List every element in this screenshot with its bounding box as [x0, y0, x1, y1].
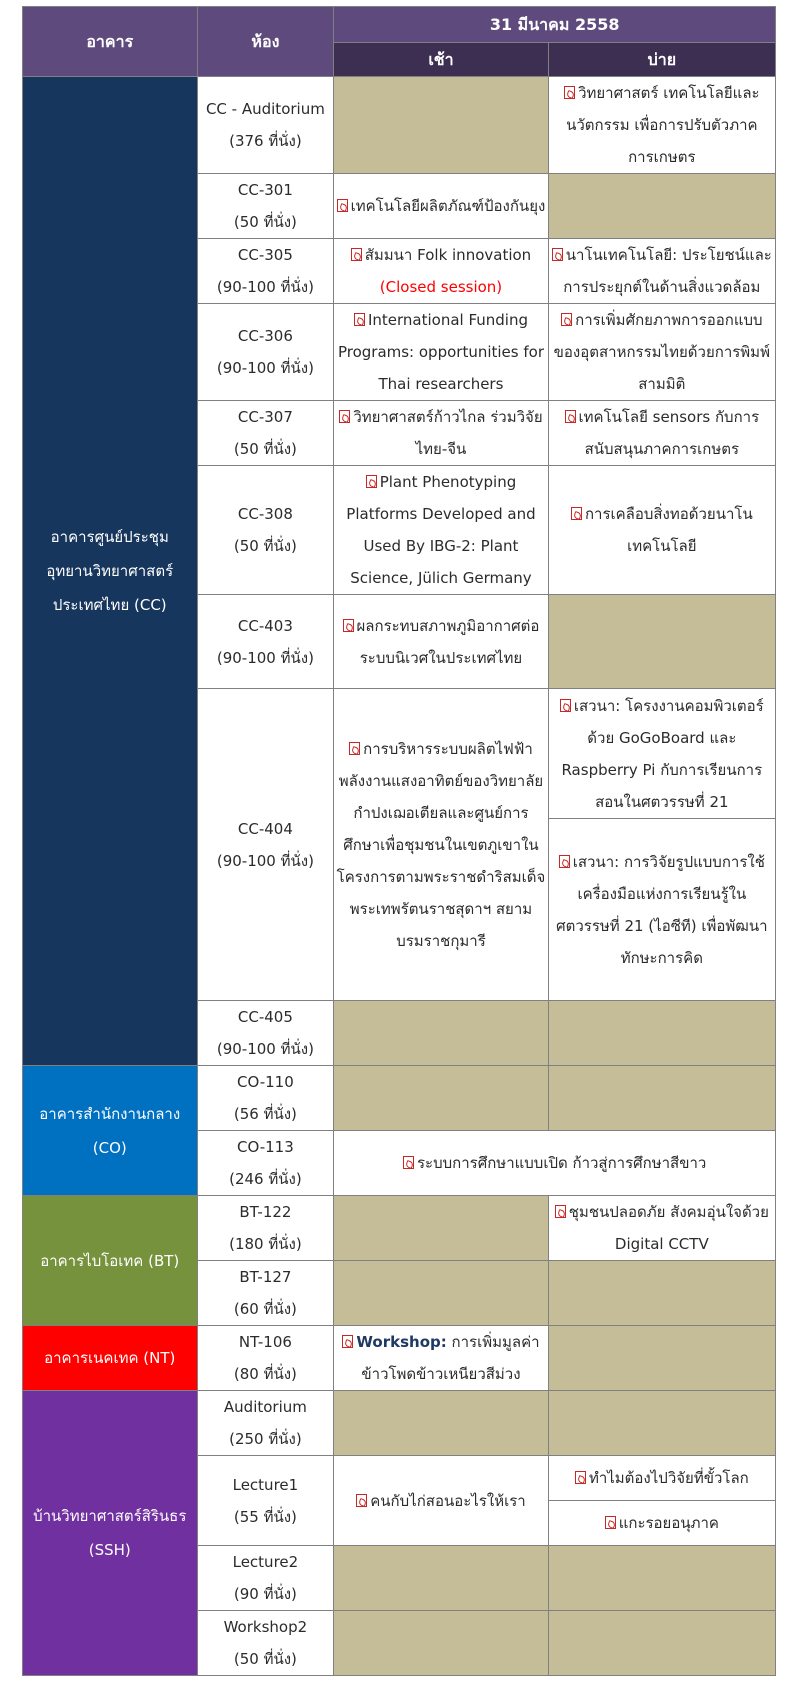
pdf-icon [564, 86, 575, 99]
room-cc-307 [197, 401, 334, 466]
session-cell [548, 466, 775, 595]
session-link[interactable]: แกะรอยอนุภาค [605, 1514, 719, 1532]
session-cell [548, 239, 775, 304]
room-name: CC-308 [237, 505, 293, 523]
room-capacity: (50 ที่นั่ง) [233, 537, 297, 555]
empty-slot [548, 595, 775, 689]
pdf-icon [343, 619, 354, 632]
session-cell [334, 595, 548, 689]
room-co-110 [197, 1066, 334, 1131]
pdf-icon [337, 199, 348, 212]
room-capacity: (90-100 ที่นั่ง) [216, 851, 314, 870]
header-building: อาคาร [23, 7, 198, 77]
workshop-label: Workshop: [356, 1333, 447, 1351]
pdf-icon [561, 313, 572, 326]
room-capacity: (60 ที่นั่ง) [233, 1300, 297, 1318]
session-cell [548, 689, 775, 819]
session-link[interactable]: Workshop: การเพิ่มมูลค่าข้าวโพดข้าวเหนียวสีม่วง [342, 1333, 539, 1383]
room-cc-301 [197, 174, 334, 239]
pdf-icon [560, 699, 571, 712]
room-bt-127 [197, 1261, 334, 1326]
pdf-icon [575, 1471, 586, 1484]
empty-slot [334, 1261, 548, 1326]
empty-slot [334, 1196, 548, 1261]
session-cell [334, 401, 548, 466]
session-cell [334, 1326, 548, 1391]
room-name: CC-307 [237, 408, 293, 426]
room-ssh-auditorium [197, 1391, 334, 1456]
session-link[interactable]: ระบบการศึกษาแบบเปิด ก้าวสู่การศึกษาสีขาว [403, 1154, 706, 1172]
room-name: CC-306 [237, 327, 293, 345]
session-cell [548, 1196, 775, 1261]
session-cell [548, 1456, 775, 1501]
empty-slot [334, 1391, 548, 1456]
session-cell [548, 304, 775, 401]
session-cell [548, 77, 775, 174]
empty-slot [548, 174, 775, 239]
building-ssh: บ้านวิทยาศาสตร์สิรินธร (SSH) [23, 1391, 198, 1676]
session-cell [548, 1501, 775, 1546]
pdf-icon [356, 1494, 367, 1507]
session-link[interactable]: การบริหารระบบผลิตไฟฟ้าพลังงานแสงอาทิตย์ของวิทยาลัยกำปงเฌอเตียลและศูนย์การศึกษาเพื่อชุมชนในเขตภูเขาในโครงการตามพระราชดำริสมเด็จพระเทพรัตนราชสุดาฯ สยามบรมราชกุมารี [336, 739, 546, 950]
pdf-icon [351, 248, 362, 261]
room-name: CC-301 [237, 181, 293, 199]
room-capacity: (90-100 ที่นั่ง) [216, 359, 314, 377]
room-co-113 [197, 1131, 334, 1196]
session-link[interactable]: คนกับไก่สอนอะไรให้เรา [356, 1492, 525, 1510]
room-capacity: (56 ที่นั่ง) [233, 1105, 297, 1123]
room-capacity: (50 ที่นั่ง) [233, 213, 297, 231]
closed-session-note: (Closed session) [379, 278, 503, 296]
building-co: อาคารสำนักงานกลาง (CO) [23, 1066, 198, 1196]
empty-slot [548, 1001, 775, 1066]
room-lecture1 [197, 1456, 334, 1546]
pdf-icon [342, 1335, 353, 1348]
session-link[interactable]: เสวนา: โครงงานคอมพิวเตอร์ด้วย GoGoBoard และ Raspberry Pi กับการเรียนการสอนในศตวรรษที่ 21 [561, 696, 764, 811]
session-link[interactable]: International Funding Programs: opportunities for Thai researchers [337, 311, 544, 393]
room-capacity: (50 ที่นั่ง) [233, 440, 297, 458]
room-capacity: (376 ที่นั่ง) [229, 132, 302, 150]
empty-slot [334, 1546, 548, 1611]
session-cell [334, 1456, 548, 1546]
empty-slot [548, 1391, 775, 1456]
session-cell [334, 466, 548, 595]
empty-slot [334, 1611, 548, 1676]
empty-slot [548, 1261, 775, 1326]
room-name: Workshop2 [223, 1618, 308, 1636]
room-capacity: (90 ที่นั่ง) [233, 1585, 297, 1603]
building-bt: อาคารไบโอเทค (BT) [23, 1196, 198, 1326]
empty-slot [548, 1546, 775, 1611]
pdf-icon [403, 1156, 414, 1169]
room-name: CC - Auditorium [205, 100, 325, 118]
session-link[interactable]: เสวนา: การวิจัยรูปแบบการใช้เครื่องมือแห่งการเรียนรู้ในศตวรรษที่ 21 (ไอซีที) เพื่อพัฒนาทักษะการคิด [556, 852, 768, 967]
session-link[interactable]: Plant Phenotyping Platforms Developed and Used By IBG-2: Plant Science, Jülich Germany [346, 473, 536, 587]
room-name: CC-305 [237, 246, 293, 264]
room-capacity: (80 ที่นั่ง) [233, 1365, 297, 1383]
session-link[interactable]: การเพิ่มศักยภาพการออกแบบของอุตสาหกรรมไทยด้วยการพิมพ์สามมิติ [553, 311, 770, 393]
session-link[interactable]: ชุมชนปลอดภัย สังคมอุ่นใจด้วย Digital CCTV [555, 1203, 769, 1253]
room-capacity: (250 ที่นั่ง) [229, 1430, 302, 1448]
room-name: CC-403 [237, 616, 293, 635]
room-workshop2 [197, 1611, 334, 1676]
header-room: ห้อง [197, 7, 334, 77]
room-capacity: (90-100 ที่นั่ง) [216, 278, 314, 296]
session-cell [548, 401, 775, 466]
session-link[interactable]: ทำไมต้องไปวิจัยที่ขั้วโลก [575, 1469, 749, 1487]
pdf-icon [339, 410, 350, 423]
session-cell [548, 819, 775, 1001]
room-name: CC-405 [237, 1008, 293, 1026]
room-capacity: (90-100 ที่นั่ง) [216, 1040, 314, 1058]
room-capacity: (50 ที่นั่ง) [233, 1650, 297, 1668]
session-cell [334, 304, 548, 401]
header-date: 31 มีนาคม 2558 [334, 7, 776, 43]
room-name: BT-122 [239, 1203, 292, 1221]
empty-slot [548, 1066, 775, 1131]
session-link[interactable]: วิทยาศาสตร์ เทคโนโลยีและนวัตกรรม เพื่อการปรับตัวภาคการเกษตร [564, 84, 760, 166]
room-cc-306 [197, 304, 334, 401]
room-name: BT-127 [239, 1268, 292, 1286]
pdf-icon [565, 410, 576, 423]
session-link[interactable]: การเคลือบสิ่งทอด้วยนาโนเทคโนโลยี [571, 505, 753, 555]
room-bt-122 [197, 1196, 334, 1261]
header-afternoon: บ่าย [548, 43, 775, 77]
pdf-icon [354, 313, 365, 326]
empty-slot [334, 1001, 548, 1066]
room-capacity: (90-100 ที่นั่ง) [216, 648, 314, 667]
pdf-icon [605, 1516, 616, 1529]
empty-slot [548, 1326, 775, 1391]
schedule-table [22, 6, 776, 1676]
session-link[interactable]: สัมมนา Folk innovation [351, 246, 531, 264]
building-nt: อาคารเนคเทค (NT) [23, 1326, 198, 1391]
session-link[interactable]: ผลกระทบสภาพภูมิอากาศต่อระบบนิเวศในประเทศไทย [343, 617, 540, 667]
empty-slot [334, 1066, 548, 1131]
room-name: Lecture2 [232, 1553, 299, 1571]
building-cc: อาคารศูนย์ประชุมอุทยานวิทยาศาสตร์ประเทศไทย (CC) [23, 77, 198, 1066]
room-name: Lecture1 [232, 1475, 299, 1494]
pdf-icon [349, 742, 360, 755]
empty-slot [548, 1611, 775, 1676]
pdf-icon [571, 507, 582, 520]
session-link[interactable]: นาโนเทคโนโลยี: ประโยชน์และการประยุกต์ในด้านสิ่งแวดล้อม [552, 246, 772, 296]
session-link[interactable]: เทคโนโลยี sensors กับการสนับสนุนภาคการเกษตร [565, 408, 760, 458]
room-cc-403 [197, 595, 334, 689]
room-lecture2 [197, 1546, 334, 1611]
room-cc-305 [197, 239, 334, 304]
session-link[interactable]: เทคโนโลยีผลิตภัณฑ์ป้องกันยุง [337, 197, 546, 215]
room-name: CO-113 [237, 1138, 294, 1156]
room-cc-404 [197, 689, 334, 1001]
room-nt-106 [197, 1326, 334, 1391]
room-capacity: (246 ที่นั่ง) [229, 1170, 302, 1188]
room-cc-auditorium [197, 77, 334, 174]
session-link[interactable]: วิทยาศาสตร์ก้าวไกล ร่วมวิจัยไทย-จีน [339, 408, 542, 458]
room-name: Auditorium [223, 1398, 307, 1416]
pdf-icon [555, 1205, 566, 1218]
room-name: CC-404 [237, 819, 293, 838]
header-morning: เช้า [334, 43, 548, 77]
room-cc-405 [197, 1001, 334, 1066]
session-cell [334, 1131, 776, 1196]
room-name: NT-106 [238, 1333, 292, 1351]
session-cell [334, 689, 548, 1001]
room-cc-308 [197, 466, 334, 595]
pdf-icon [559, 855, 570, 868]
room-name: CO-110 [237, 1073, 294, 1091]
room-capacity: (180 ที่นั่ง) [229, 1235, 302, 1253]
session-cell [334, 239, 548, 304]
room-capacity: (55 ที่นั่ง) [233, 1507, 297, 1526]
empty-slot [334, 77, 548, 174]
pdf-icon [552, 248, 563, 261]
pdf-icon [366, 475, 377, 488]
session-cell [334, 174, 548, 239]
